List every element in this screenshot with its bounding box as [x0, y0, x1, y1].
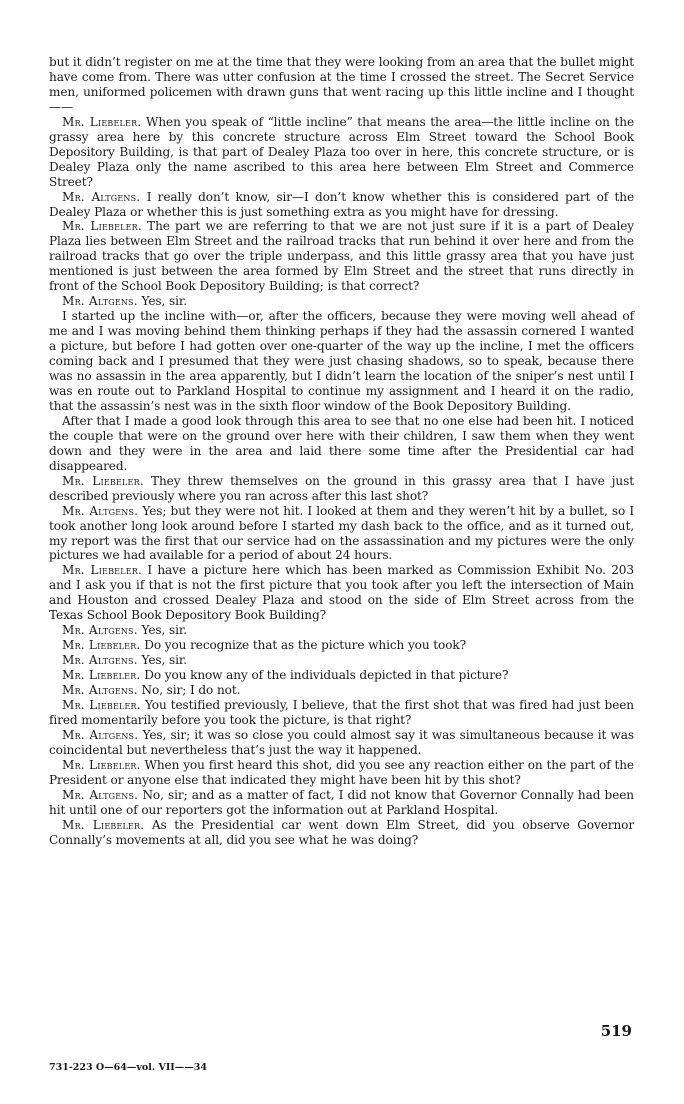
speaker-name: Mr. Altgens.	[62, 189, 141, 204]
speaker-name: Mr. Liebeler.	[62, 697, 141, 712]
speaker-name: Mr. Altgens.	[62, 787, 139, 802]
paragraph	[49, 563, 634, 623]
paragraph-text: When you first heard this shot, did you see any reaction either on the part of the President or anyone else that indicated they might have been hit by this shot?	[49, 757, 634, 787]
paragraph-text: After that I made a good look through this area to see that no one else had been hit. I noticed the couple that were on the ground over here with their children, I saw them when they went down and they were in the area and laid there some time after the Presidential car had disappeared.	[49, 413, 634, 473]
paragraph-text: Yes, sir.	[141, 653, 187, 668]
paragraph-text: They threw themselves on the ground in this grassy area that I have just described previously where you ran across after this last shot?	[49, 473, 634, 503]
speaker-name: Mr. Altgens.	[62, 623, 138, 638]
paragraph	[49, 309, 634, 414]
paragraph	[49, 474, 634, 504]
paragraph-text: Do you recognize that as the picture which you took?	[144, 638, 467, 653]
paragraph-text: The part we are referring to that we are not just sure if it is a part of Dealey Plaza lies between Elm Street and the railroad tracks that run behind it over here and from the railroad tracks that go over the triple underpass, and this little grassy area that you have just mentioned is just between the area formed by Elm Street and the street that runs directly in front of the School Book Depository Building; is that correct?	[49, 219, 634, 294]
printing-code-footer: 731-223 O—64—vol. VII——34	[49, 1062, 207, 1073]
paragraph	[49, 818, 634, 848]
paragraph-text: Yes, sir.	[141, 294, 187, 309]
paragraph	[49, 504, 634, 564]
speaker-name: Mr. Altgens.	[62, 683, 138, 698]
paragraph-text: I started up the incline with—or, after the officers, because they were moving well ahead of me and I was moving behind them thinking perhaps if they had the assassin cornered I wanted a picture, but before I had gotten over one-quarter of the way up the incline, I met the officers coming back and I presumed that they were just chasing shadows, so to speak, because there was no assassin in the area apparently, but I didn’t learn the location of the sniper’s nest until I was en route out to Parkland Hospital to continue my assignment and I heard it on the radio, that the assassin’s nest was in the sixth floor window of the Book Depository Building.	[49, 309, 634, 413]
speaker-name: Mr. Liebeler.	[62, 638, 141, 653]
speaker-name: Mr. Liebeler.	[62, 757, 141, 772]
paragraph-text: Do you know any of the individuals depicted in that picture?	[144, 668, 509, 683]
paragraph	[49, 55, 634, 115]
speaker-name: Mr. Liebeler.	[62, 817, 145, 832]
speaker-name: Mr. Altgens.	[62, 653, 138, 668]
paragraph	[49, 294, 634, 309]
paragraph-text: Yes, sir.	[141, 623, 187, 638]
paragraph	[49, 623, 634, 638]
paragraph	[49, 668, 634, 683]
page-number: 519	[600, 1022, 632, 1040]
paragraph-text: I have a picture here which has been marked as Commission Exhibit No. 203 and I ask you if that is not the first picture that you took after you left the intersection of Main and Houston and crossed Dealey Plaza and stood on the side of Elm Street across from the Texas School Book Depository Book Building?	[49, 563, 634, 623]
speaker-name: Mr. Altgens.	[62, 503, 139, 518]
paragraph-text: Yes; but they were not hit. I looked at them and they weren’t hit by a bullet, so I took another long look around before I started my dash back to the office, and as it turned out, my report was the first that our service had on the assassination and my pictures were the only pictures we had available for a period of about 24 hours.	[49, 503, 635, 563]
paragraph-text: You testified previously, I believe, that the first shot that was fired had just been fired momentarily before you took the picture, is that right?	[49, 697, 634, 727]
speaker-name: Mr. Liebeler.	[62, 114, 142, 129]
paragraph	[49, 115, 634, 190]
speaker-name: Mr. Liebeler.	[62, 563, 143, 578]
paragraph	[49, 653, 634, 668]
paragraph-text: but it didn’t register on me at the time that they were looking from an area that the bullet might have come from. There was utter confusion at the time I crossed the street. The Secret Service men, uniformed policemen with drawn guns that went racing up this little incline and I thought——	[49, 55, 634, 114]
speaker-name: Mr. Liebeler.	[62, 219, 142, 234]
speaker-name: Mr. Liebeler.	[62, 473, 144, 488]
paragraph-text: When you speak of “little incline” that means the area—the little incline on the grassy area here by this concrete structure across Elm Street toward the School Book Depository Building, is that part of Dealey Plaza too over in here, this concrete structure, or is Dealey Plaza only the name ascribed to this area here between Elm Street and Commerce Street?	[49, 114, 635, 189]
paragraph	[49, 219, 634, 294]
paragraph-text: Yes, sir; it was so close you could almost say it was simultaneous because it was coincidental but nevertheless that’s just the way it happened.	[49, 727, 635, 757]
paragraph-text: I really don’t know, sir—I don’t know whether this is considered part of the Dealey Plaza or whether this is just something extra as you might have for dressing.	[49, 189, 635, 219]
paragraph	[49, 758, 634, 788]
paragraph-text: As the Presidential car went down Elm Street, did you observe Governor Connally’s movements at all, did you see what he was doing?	[49, 817, 635, 847]
speaker-name: Mr. Altgens.	[62, 727, 139, 742]
testimony-body	[49, 55, 634, 848]
speaker-name: Mr. Altgens.	[62, 294, 138, 309]
paragraph	[49, 728, 634, 758]
speaker-name: Mr. Liebeler.	[62, 668, 141, 683]
paragraph	[49, 190, 634, 220]
paragraph	[49, 683, 634, 698]
paragraph	[49, 788, 634, 818]
paragraph-text: No, sir; and as a matter of fact, I did not know that Governor Connally had been hit until one of our reporters got the information out at Parkland Hospital.	[49, 787, 634, 817]
paragraph	[49, 638, 634, 653]
paragraph	[49, 414, 634, 474]
paragraph-text: No, sir; I do not.	[141, 683, 241, 698]
paragraph	[49, 698, 634, 728]
